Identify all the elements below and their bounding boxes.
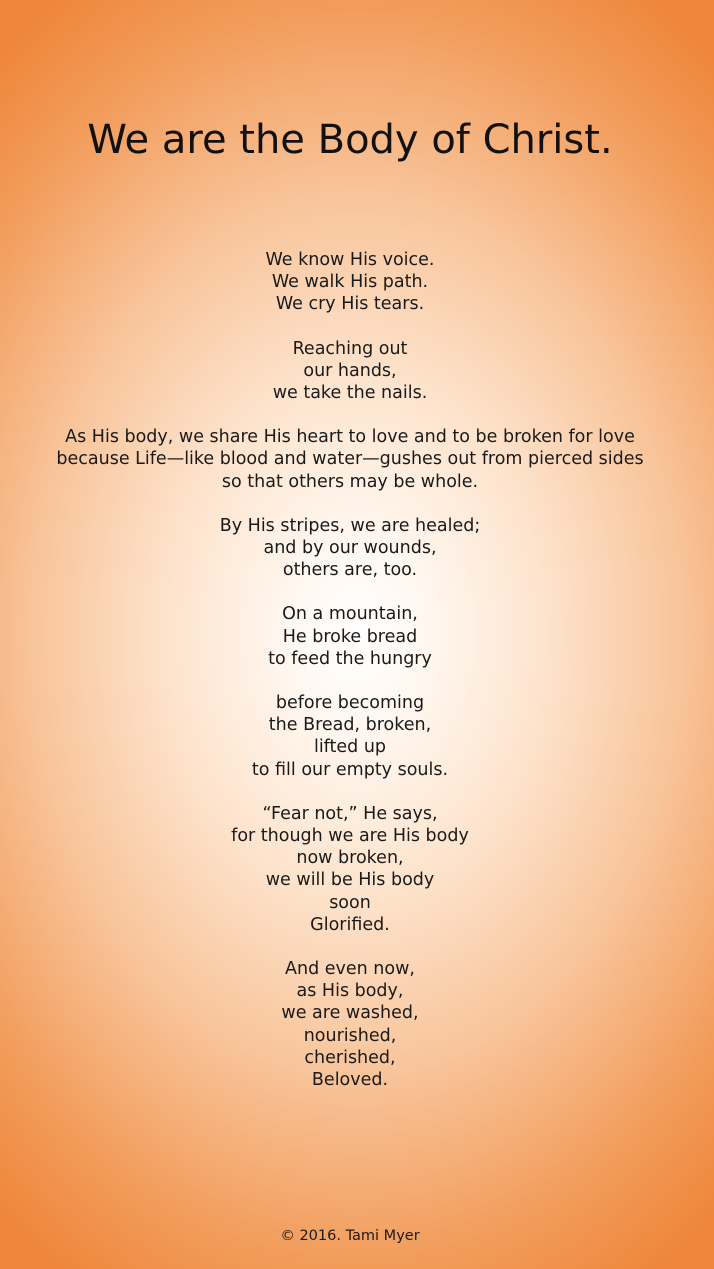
stanza-8 [0,958,700,1091]
poem-body [0,249,700,1113]
poem-line: the Bread, broken, [268,715,432,736]
poem-line: we take the nails. [272,383,428,404]
poem-line: “Fear not,” He says, [262,803,438,824]
poem-line: to feed the hungry [268,648,432,669]
stanza-2 [0,338,700,405]
stanza-7 [0,803,700,936]
stanza-6 [0,692,700,781]
stanza-3 [0,426,700,493]
copyright-credit: © 2016. Tami Myer [280,1228,420,1244]
poem-line: On a mountain, [282,604,418,625]
poem-line: to fill our empty souls. [251,759,449,780]
poem-line: and by our wounds, [263,538,437,559]
poem-line: so that others may be whole. [221,471,479,492]
poem-line: He broke bread [282,626,418,647]
poem-line: As His body, we share His heart to love and to be broken for love [65,427,635,448]
poem-line: We know His voice. [265,250,435,270]
poem-line: And even now, [285,959,415,980]
poem-line: Glorified. [310,914,390,935]
poem-line: We walk His path. [271,272,429,293]
poem-line: because Life—like blood and water—gushes out from pierced sides [56,449,644,470]
poem-line: we are washed, [281,1003,419,1024]
poem-title: We are the Body of Christ. [87,117,613,163]
poem-line: we will be His body [265,870,435,891]
poem-line: our hands, [303,360,397,381]
poem-line: cherished, [304,1047,396,1068]
stanza-4 [0,515,700,582]
poem-line: as His body, [296,981,404,1002]
poem-line: lifted up [313,737,387,758]
poem-line: By His stripes, we are healed; [219,515,481,536]
poem-line: now broken, [296,848,404,869]
stanza-1 [0,249,700,316]
poem-line: Reaching out [292,338,408,359]
poem-line: Beloved. [311,1070,389,1091]
poem-line: others are, too. [282,560,418,581]
stanza-5 [0,603,700,670]
poem-line: nourished, [303,1025,397,1046]
poem-line: before becoming [275,693,425,714]
poem-line: We cry His tears. [275,294,425,315]
poem-line: soon [329,892,371,913]
poem-line: for though we are His body [231,826,469,847]
